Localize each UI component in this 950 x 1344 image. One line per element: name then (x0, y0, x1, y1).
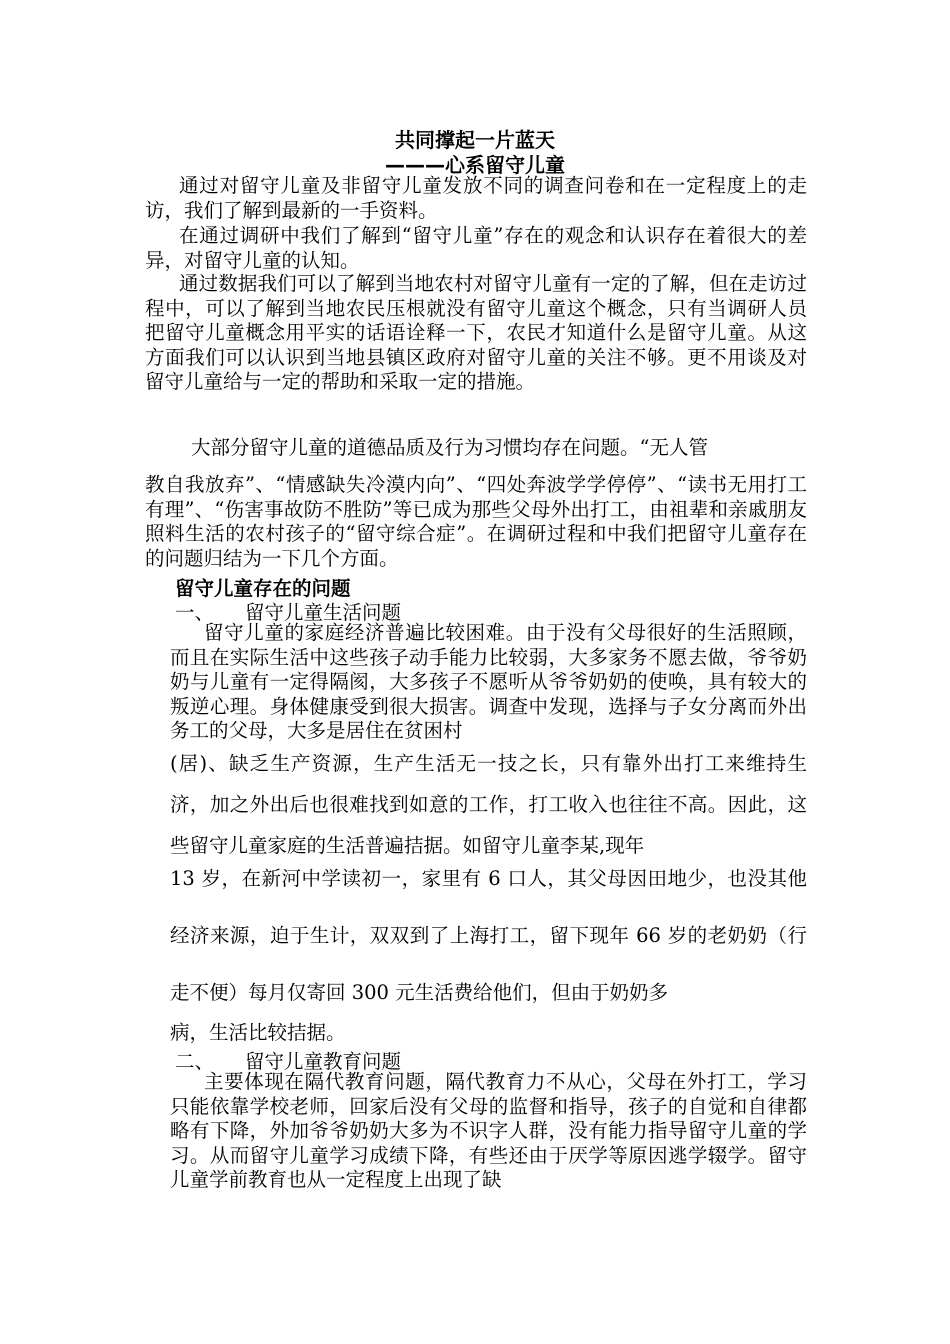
paragraph-3: 通过数据我们可以了解到当地农村对留守儿童有一定的了解，但在走访过程中，可以了解到当地农民压根就没有留守儿童这个概念，只有当调研人员把留守儿童概念用平实的话语诠释一下，农民才知道什么是留守儿童。从这方面我们可以认识到当地县镇区政府对留守儿童的关注不够。更不用谈及对留守儿童给与一定的帮助和采取一定的措施。 (145, 272, 807, 393)
paragraph-4-line1: 大部分留守儿童的道德品质及行为习惯均存在问题。“无人管 (191, 436, 708, 459)
subsection-1-text-d: 病，生活比较拮据。 (170, 1021, 346, 1044)
document-subtitle: ———心系留守儿童 (385, 153, 565, 177)
subsection-1-text-a: 留守儿童的家庭经济普遍比较困难。由于没有父母很好的生活照顾，而且在实际生活中这些孩子动手能力比较弱，大多家务不愿去做，爷爷奶奶与儿童有一定得隔阂，大多孩子不愿听从爷爷奶奶的使唤，具有较大的叛逆心理。身体健康受到很大损害。调查中发现，选择与子女分离而外出务工的父母，大多是居住在贫困村 (170, 621, 807, 742)
subsection-2-text: 主要体现在隔代教育问题，隔代教育力不从心，父母在外打工，学习只能依靠学校老师，回家后没有父母的监督和指导，孩子的自觉和自律都略有下降，外加爷爷奶奶大多为不识字人群，没有能力指导留守儿童的学习。从而留守儿童学习成绩下降，有些还由于厌学等原因逃学辍学。留守儿童学前教育也从一定程度上出现了缺 (170, 1070, 807, 1191)
subsection-1-title: 留守儿童生活问题 (245, 601, 402, 624)
subsection-1-text-c: 13 岁，在新河中学读初一，家里有 6 口人，其父母因田地少，也没其他经济来源，迫于生计，双双到了上海打工，留下现年 66 岁的老奶奶（行走不便）每月仅寄回 300 元生活费给他们，但由于奶奶多 (170, 867, 807, 1004)
subsection-1-number: 一、 (175, 601, 215, 624)
subsection-2-title: 留守儿童教育问题 (245, 1050, 402, 1073)
document-title: 共同撑起一片蓝天 (395, 128, 555, 152)
subsection-1-text-b: (居)、缺乏生产资源，生产生活无一技之长，只有靠外出打工来维持生济，加之外出后也很难找到如意的工作，打工收入也往往不高。因此，这些留守儿童家庭的生活普遍拮据。如留守儿童李某,现年 (170, 752, 807, 857)
paragraph-1: 通过对留守儿童及非留守儿童发放不同的调查问卷和在一定程度上的走访，我们了解到最新的一手资料。 (145, 174, 807, 222)
subsection-2-number: 二、 (175, 1050, 215, 1073)
section-heading: 留守儿童存在的问题 (175, 577, 351, 600)
paragraph-2: 在通过调研中我们了解到“留守儿童”存在的观念和认识存在着很大的差异，对留守儿童的认知。 (145, 224, 807, 272)
paragraph-4: 教自我放弃”、“情感缺失冷漠内向”、“四处奔波学学停停”、“读书无用打工有理”、“伤害事故防不胜防”等已成为那些父母外出打工，由祖辈和亲戚朋友照料生活的农村孩子的“留守综合症”。在调研过程和中我们把留守儿童存在的问题归结为一下几个方面。 (145, 473, 807, 570)
